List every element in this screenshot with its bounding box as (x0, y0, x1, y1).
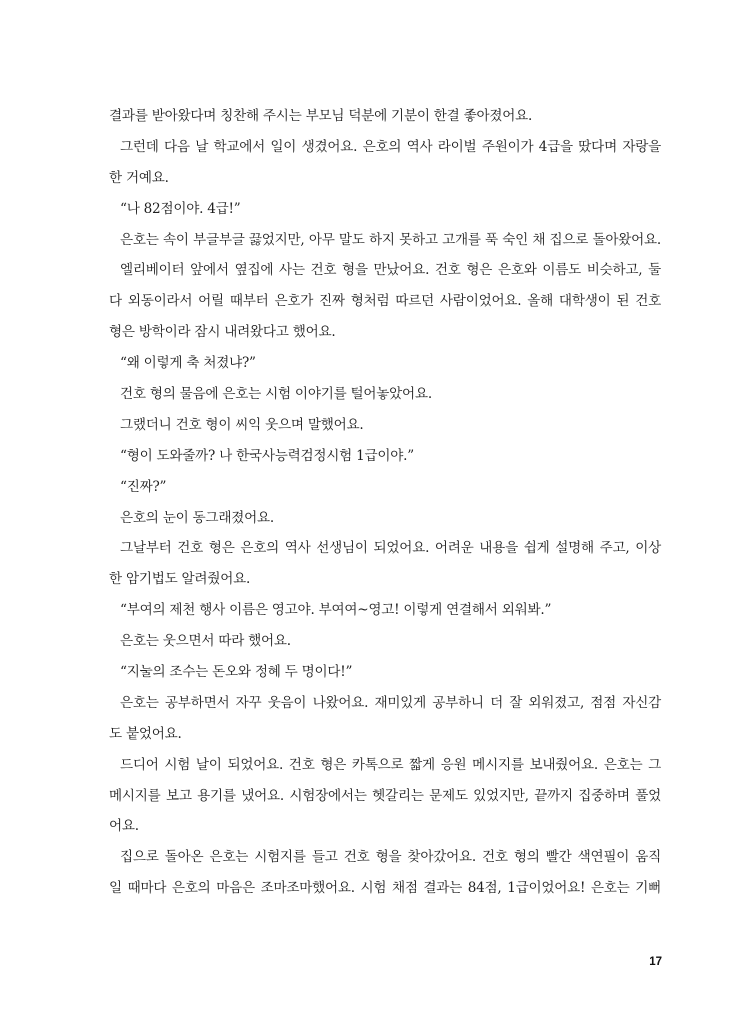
text-line: 그랬더니 건호 형이 씨익 웃으며 말했어요. (120, 416, 364, 433)
text-line: 도 붙었어요. (109, 725, 182, 742)
text-line: “나 82점이야. 4급!” (120, 200, 241, 217)
text-line: “왜 이렇게 축 처졌냐?” (120, 355, 256, 372)
text-line: 그날부터 건호 형은 은호의 역사 선생님이 되었어요. 어려운 내용을 쉽게 설명해 주고, 이상 (120, 540, 661, 557)
text-line: 은호는 속이 부글부글 끓었지만, 아무 말도 하지 못하고 고개를 푹 숙인 채 집으로 돌아왔어요. (120, 231, 661, 248)
text-line: 건호 형의 물음에 은호는 시험 이야기를 털어놓았어요. (120, 386, 432, 403)
text-line: “지눌의 조수는 돈오와 정혜 두 명이다!” (120, 664, 353, 681)
text-line: 드디어 시험 날이 되었어요. 건호 형은 카톡으로 짧게 응원 메시지를 보내줬어요. 은호는 그 (120, 756, 661, 773)
text-line: 은호의 눈이 동그래졌어요. (120, 509, 274, 526)
text-line: “부여의 제천 행사 이름은 영고야. 부여여~영고! 이렇게 연결해서 외워봐.” (120, 602, 552, 619)
text-line: 한 암기법도 알려줬어요. (109, 571, 251, 588)
text-line: 엘리베이터 앞에서 옆집에 사는 건호 형을 만났어요. 건호 형은 은호와 이름도 비슷하고, 둘 (120, 262, 661, 279)
text-line: 다 외동이라서 어릴 때부터 은호가 진짜 형처럼 따르던 사람이었어요. 올해 대학생이 된 건호 (109, 293, 661, 310)
text-line: 은호는 공부하면서 자꾸 웃음이 나왔어요. 재미있게 공부하니 더 잘 외워졌고, 점점 자신감 (120, 694, 661, 711)
text-line: “형이 도와줄까? 나 한국사능력검정시험 1급이야.” (120, 447, 414, 464)
text-line: 집으로 돌아온 은호는 시험지를 들고 건호 형을 찾아갔어요. 건호 형의 빨간 색연필이 움직 (120, 849, 661, 866)
body-text (109, 101, 661, 904)
page-number: 17 (649, 956, 662, 968)
text-line: 어요. (109, 818, 139, 835)
text-line: 은호는 웃으면서 따라 했어요. (120, 633, 291, 650)
text-line: 일 때마다 은호의 마음은 조마조마했어요. 시험 채점 결과는 84점, 1급이었어요! 은호는 기뻐 (109, 880, 661, 897)
text-line: 그런데 다음 날 학교에서 일이 생겼어요. 은호의 역사 라이벌 주원이가 4급을 땄다며 자랑을 (120, 138, 661, 155)
text-line: 형은 방학이라 잠시 내려왔다고 했어요. (109, 324, 336, 341)
text-line: 메시지를 보고 용기를 냈어요. 시험장에서는 헷갈리는 문제도 있었지만, 끝까지 집중하며 풀었 (109, 787, 661, 804)
text-line: 한 거예요. (109, 169, 169, 186)
text-line: “진짜?” (120, 478, 167, 495)
text-line: 결과를 받아왔다며 칭찬해 주시는 부모님 덕분에 기분이 한결 좋아졌어요. (109, 108, 533, 124)
